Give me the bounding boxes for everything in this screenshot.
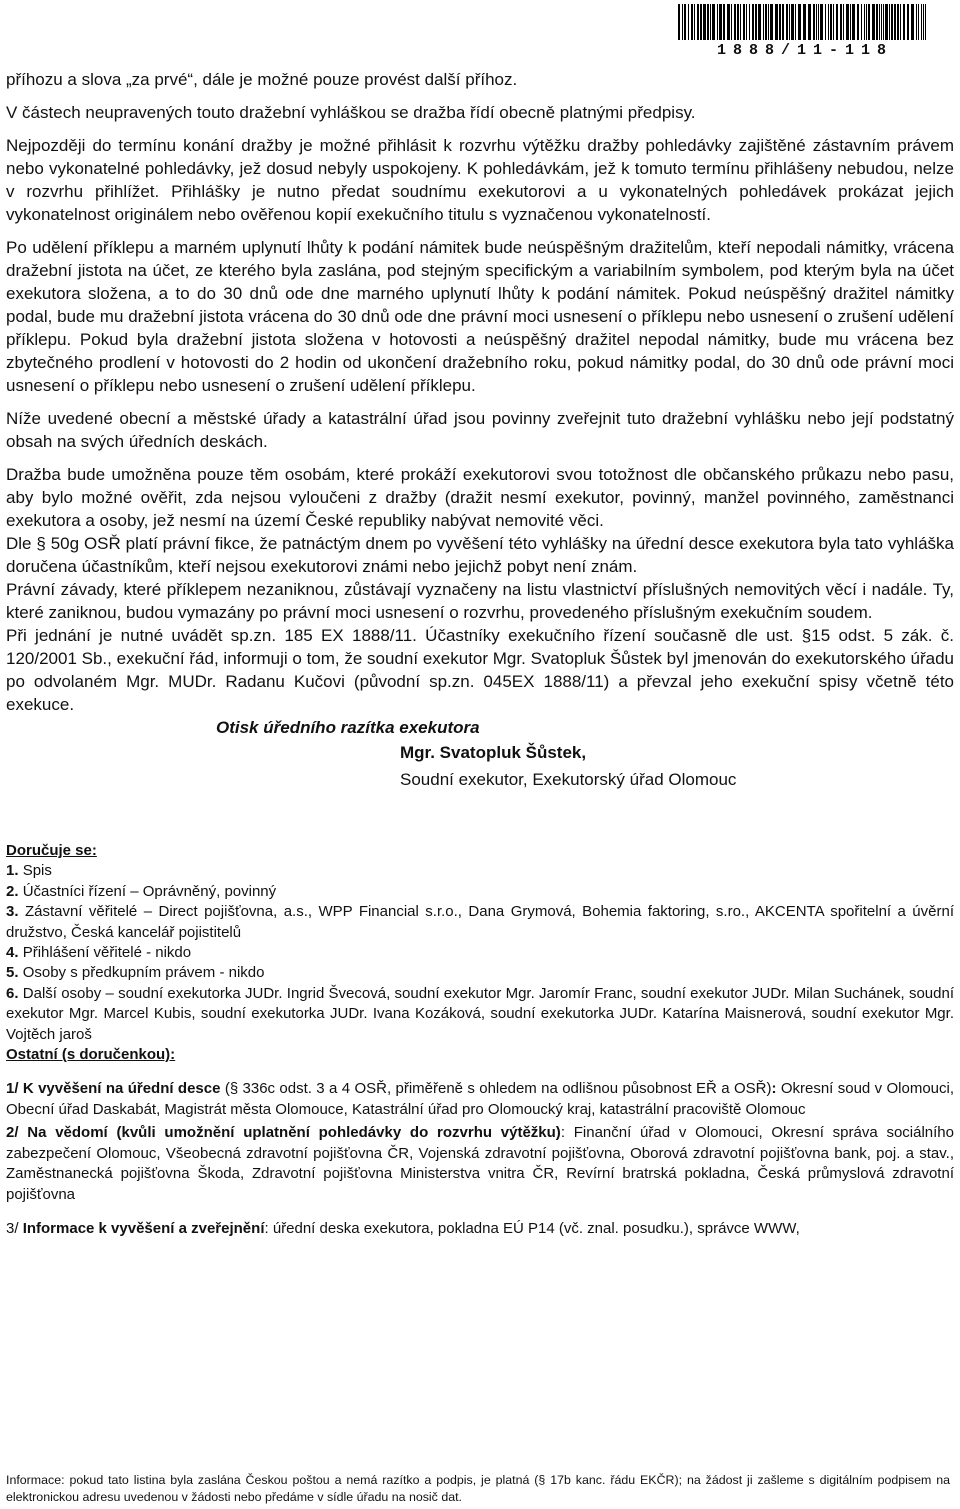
other-item-text: : Finanční úřad v Olomouci, Okresní správa sociálního zabezpečení Olomouc, Všeobecná zdravotní pojišťovna ČR, Vojenská zdravotní pojišťovna, Oborová zdravotní pojišťovna bank, poj. a stav., Zaměstnanecká pojišťovna Škoda, Zdravotní pojišťovna Ministerstva vnitra ČR, Revírní bratrská pokladna, Česká průmyslová zdravotní pojišťovna bbox=[6, 1124, 954, 1203]
barcode-bar bbox=[889, 4, 890, 40]
barcode-bar bbox=[830, 4, 832, 40]
paragraph-case-reference: Při jednání je nutné uvádět sp.zn. 185 EX 1888/11. Účastníky exekučního řízení současně dle ust. §15 odst. 5 zák. č. 120/2001 Sb., exekuční řád, informuji o tom, že soudní exekutor Mgr. Svatopluk Šůstek byl jmenován do exekutorského úřadu po odvolaném Mgr. MUDr. Radanu Kučovi (původní sp.zn. 045EX 1888/11) a převzal jeho exekuční spisy včetně této exekuce. bbox=[6, 626, 954, 714]
barcode-bar bbox=[852, 4, 855, 40]
delivery-item bbox=[6, 902, 954, 943]
barcode-number: 1888/11-118 bbox=[716, 42, 894, 59]
other-item-noticeboard bbox=[6, 1079, 954, 1120]
barcode-bar bbox=[891, 4, 893, 40]
barcode-bar bbox=[682, 4, 683, 40]
barcode-bar bbox=[694, 4, 695, 40]
signatory-role: Soudní exekutor, Exekutorský úřad Olomouc bbox=[400, 770, 737, 789]
barcode-bar bbox=[749, 4, 750, 40]
paragraph-legal-defects: Právní závady, které příklepem nezaniknou, zůstávají vyznačeny na listu vlastnictví příslušných nemovitých věcí i nadále. Ty, které zaniknou, budou vymazány po právní moci usnesení o rozvrhu, provedeného příslušným exekučním soudem. bbox=[6, 580, 954, 622]
barcode-bar bbox=[836, 4, 838, 40]
barcode-bar bbox=[700, 4, 702, 40]
barcode-bar bbox=[798, 4, 801, 40]
barcode-bar bbox=[816, 4, 817, 40]
barcode-bar bbox=[879, 4, 880, 40]
barcode-bar bbox=[881, 4, 882, 40]
paragraph-claims-registration: Nejpozději do termínu konání dražby je možné přihlásit k rozvrhu výtěžku dražby pohledávky zajištěné zástavním právem nebo vykonatelné pohledávky, jež dosud nebyly uspokojeny. K pohledávkám, jež k tomuto termínu přihlášeny nebudou, nelze v rozvrhu přihlížet. Přihlášky je nutno předat soudnímu exekutorovi a u vykonatelných pohledávek prokázat jejich vykonatelnost originálem nebo ověřenou kopií exekučního titulu s vyznačenou vykonatelností. bbox=[6, 136, 954, 224]
delivery-item-text: Zástavní věřitelé – Direct pojišťovna, a.s., WPP Financial s.r.o., Dana Grymová, Bohemia faktoring, s.ro., AKCENTA spořitelní a úvěrní družstvo, Česká kancelář pojistitelů bbox=[6, 903, 954, 941]
barcode-bar bbox=[850, 4, 851, 40]
footer-note: Informace: pokud tato listina byla zaslána Českou poštou a nemá razítko a podpis, je platná (§ 17b kanc. řádu EKČR); na žádost ji zašleme s digitálním podpisem na elektronickou adresu uvedenou v žádosti nebo předáme v sídle úřadu na nosič dat. bbox=[6, 1473, 950, 1504]
delivery-item-number: 2. bbox=[6, 882, 19, 900]
barcode-bar bbox=[883, 4, 884, 40]
barcode-bar bbox=[752, 4, 754, 40]
other-item-prefix: 3/ bbox=[6, 1219, 23, 1237]
paragraph-bidding-end: příhozu a slova „za prvé“, dále je možné pouze provést další příhoz. bbox=[6, 70, 518, 89]
barcode-bar bbox=[782, 4, 784, 40]
delivery-item-number: 4. bbox=[6, 944, 19, 962]
barcode-bar bbox=[734, 4, 736, 40]
barcode-bar bbox=[897, 4, 899, 40]
barcode-bar bbox=[789, 4, 790, 40]
barcode-bar bbox=[723, 4, 725, 40]
delivery-item-number: 6. bbox=[6, 984, 19, 1002]
stamp-caption: Otisk úředního razítka exekutora bbox=[216, 718, 480, 737]
barcode-bar bbox=[808, 4, 811, 40]
other-item-for-information bbox=[6, 1123, 954, 1205]
barcode-bar bbox=[770, 4, 773, 40]
barcode-bar bbox=[795, 4, 796, 40]
barcode-bar bbox=[758, 4, 761, 40]
delivery-item bbox=[6, 984, 954, 1045]
paragraph-deposit-return: Po udělení příklepu a marném uplynutí lhůty k podání námitek bude neúspěšným dražitelům, kteří nepodali námitky, vrácena dražební jistota na účet, ze kterého byla zaslána, pod stejným specifickým a variabilním symbolem, pod kterým byla na účet exekutora složena, a to do 30 dnů ode dne marného uplynutí lhůty k podání námitek. Pokud neúspěšný dražitel námitky podal, bude mu dražební jistota vrácena do 30 dnů ode dne právní moci usnesení o příklepu nebo usnesení o zrušení udělení příklepu. Pokud byla dražební jistota složena v hotovosti a neúspěšný dražitel nepodal námitky, bude mu vrácena bez zbytečného prodlení v hotovosti do 2 hodin od ukončení dražebního roku, pokud námitky podal, do 30 dnů ode právní moci usnesení o příklepu nebo usnesení o zrušení udělení příklepu. bbox=[6, 238, 954, 395]
barcode-bar bbox=[775, 4, 778, 40]
barcode-bar bbox=[684, 4, 686, 40]
barcode-bar bbox=[697, 4, 699, 40]
barcode-bar bbox=[712, 4, 715, 40]
barcode-bar bbox=[763, 4, 764, 40]
barcode-bar bbox=[820, 4, 823, 40]
barcode-bar bbox=[876, 4, 878, 40]
barcode-bar bbox=[779, 4, 781, 40]
paragraph-identity-check: Dražba bude umožněna pouze těm osobám, které prokáží exekutorovi svou totožnost dle občanského průkazu nebo pasu, aby bylo možné ověřit, zda nejsou vyloučeni z dražby (dražit nesmí exekutor, povinný, manžel povinného, zaměstnanci exekutora a osoby, jež nesmí na území České republiky nabývat nemovité věci. bbox=[6, 465, 954, 530]
barcode-bar bbox=[861, 4, 862, 40]
barcode-bar bbox=[828, 4, 829, 40]
barcode bbox=[678, 4, 932, 40]
barcode-bar bbox=[740, 4, 741, 40]
delivery-item bbox=[6, 943, 954, 963]
other-item-label: 1/ K vyvěšení na úřední desce bbox=[6, 1080, 221, 1098]
barcode-bar bbox=[923, 4, 924, 40]
other-item-label: 2/ Na vědomí (kvůli umožnění uplatnění pohledávky do rozvrhu výtěžku) bbox=[6, 1124, 561, 1142]
delivery-heading: Doručuje se: bbox=[6, 842, 97, 859]
other-item-text: : úřední deska exekutora, pokladna EÚ P14 (vč. znal. posudku.), správce WWW, bbox=[264, 1219, 800, 1237]
barcode-bar bbox=[678, 4, 680, 40]
barcode-bar bbox=[813, 4, 815, 40]
barcode-bar bbox=[868, 4, 870, 40]
delivery-item-text: Spis bbox=[22, 862, 52, 880]
barcode-bar bbox=[818, 4, 819, 40]
barcode-bar bbox=[825, 4, 826, 40]
barcode-bar bbox=[900, 4, 901, 40]
barcode-bar bbox=[803, 4, 806, 40]
barcode-bar bbox=[688, 4, 689, 40]
barcode-bar bbox=[921, 4, 922, 40]
barcode-bar bbox=[857, 4, 859, 40]
barcode-bar bbox=[916, 4, 917, 40]
delivery-item-number: 5. bbox=[6, 964, 19, 982]
barcode-block bbox=[678, 4, 932, 59]
barcode-bar bbox=[843, 4, 844, 40]
barcode-bar bbox=[737, 4, 739, 40]
barcode-bar bbox=[791, 4, 794, 40]
barcode-bar bbox=[866, 4, 867, 40]
barcode-bar bbox=[918, 4, 919, 40]
delivery-item-text: Přihlášení věřitelé - nikdo bbox=[22, 944, 192, 962]
delivery-item bbox=[6, 882, 954, 902]
paragraph-legal-fiction: Dle § 50g OSŘ platí právní fikce, že patnáctým dnem po vyvěšení této vyhlášky na úřední desce exekutora byla tato vyhláška doručena účastníkům, kteří nejsou exekutorovi známi nebo jejichž pobyt není znám. bbox=[6, 534, 954, 576]
delivery-item-text: Účastníci řízení – Oprávněný, povinný bbox=[22, 882, 277, 900]
barcode-bar bbox=[840, 4, 842, 40]
barcode-bar bbox=[717, 4, 718, 40]
barcode-bar bbox=[743, 4, 745, 40]
barcode-bar bbox=[833, 4, 834, 40]
delivery-list bbox=[6, 861, 954, 1045]
barcode-bar bbox=[925, 4, 926, 40]
barcode-bar bbox=[864, 4, 865, 40]
document-body bbox=[6, 68, 954, 1239]
other-item-note: (§ 336c odst. 3 a 4 OSŘ, přiměřeně s ohledem na odlišnou působnost EŘ a OSŘ) bbox=[220, 1080, 772, 1098]
barcode-bar bbox=[691, 4, 693, 40]
barcode-bar bbox=[719, 4, 722, 40]
barcode-bar bbox=[703, 4, 706, 40]
paragraph-public-notice: Níže uvedené obecní a městské úřady a katastrální úřad jsou povinny zveřejnit tuto dražební vyhlášku nebo její podstatný obsah na svých úředních deskách. bbox=[6, 409, 954, 451]
barcode-bar bbox=[727, 4, 730, 40]
barcode-bar bbox=[768, 4, 769, 40]
barcode-bar bbox=[907, 4, 909, 40]
barcode-bar bbox=[746, 4, 747, 40]
other-item-publication bbox=[6, 1219, 954, 1239]
barcode-bar bbox=[894, 4, 896, 40]
barcode-bar bbox=[707, 4, 709, 40]
barcode-bar bbox=[911, 4, 914, 40]
other-item-text: Okresní soud v Olomouci, Obecní úřad Daskabát, Magistrát města Olomouce, Katastrální úřad pro Olomoucký kraj, katastrální pracoviště Olomouc bbox=[6, 1080, 955, 1118]
barcode-bar bbox=[872, 4, 875, 40]
signatory-name: Mgr. Svatopluk Šůstek, bbox=[400, 743, 587, 762]
barcode-bar bbox=[846, 4, 849, 40]
barcode-bar bbox=[903, 4, 905, 40]
delivery-item-number: 3. bbox=[6, 903, 19, 921]
delivery-item-number: 1. bbox=[6, 862, 19, 880]
delivery-item bbox=[6, 963, 954, 983]
delivery-item-text: Osoby s předkupním právem - nikdo bbox=[22, 964, 265, 982]
other-delivery-heading: Ostatní (s doručenkou): bbox=[6, 1046, 176, 1064]
barcode-bar bbox=[765, 4, 767, 40]
barcode-bar bbox=[885, 4, 888, 40]
barcode-bar bbox=[731, 4, 732, 40]
barcode-bar bbox=[786, 4, 788, 40]
other-item-label: Informace k vyvěšení a zveřejnění bbox=[22, 1219, 265, 1237]
delivery-item-text: Další osoby – soudní exekutorka JUDr. Ingrid Švecová, soudní exekutor Mgr. Jaromír Franc, soudní exekutor JUDr. Milan Suchánek, soudní exekutor Mgr. Marcel Kubis, soudní exekutorka JUDr. Ivana Kozáková, soudní exekutorka JUDr. Katarína Maisnerová, soudní exekutor Mgr. Vojtěch jaroš bbox=[6, 984, 954, 1043]
barcode-bar bbox=[710, 4, 711, 40]
barcode-bar bbox=[755, 4, 757, 40]
delivery-item bbox=[6, 861, 954, 881]
other-item-colon: : bbox=[771, 1080, 777, 1098]
paragraph-general-rules: V částech neupravených touto dražební vyhláškou se dražba řídí obecně platnými předpisy. bbox=[6, 103, 696, 122]
